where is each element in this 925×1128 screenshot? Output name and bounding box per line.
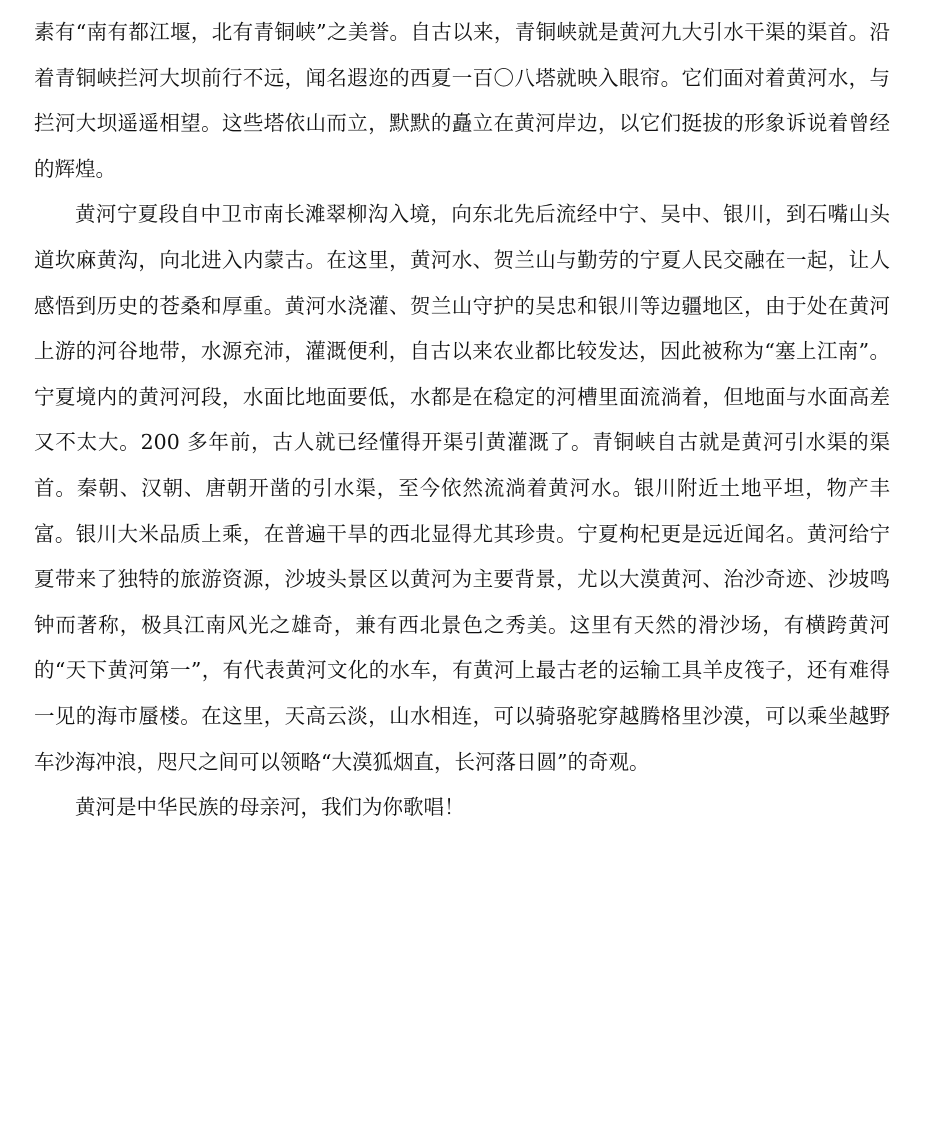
document-body xyxy=(34,10,890,831)
paragraph-2: 黄河宁夏段自中卫市南长滩翠柳沟入境，向东北先后流经中宁、吴中、银川，到石嘴山头道坎麻黄沟，向北进入内蒙古。在这里，黄河水、贺兰山与勤劳的宁夏人民交融在一起，让人感悟到历史的苍桑和厚重。黄河水浇灌、贺兰山守护的吴忠和银川等边疆地区，由于处在黄河上游的河谷地带，水源充沛，灌溉便利，自古以来农业都比较发达，因此被称为“塞上江南”。宁夏境内的黄河河段，水面比地面要低，水都是在稳定的河槽里面流淌着，但地面与水面高差又不太大。200 多年前，古人就已经懂得开渠引黄灌溉了。青铜峡自古就是黄河引水渠的渠首。秦朝、汉朝、唐朝开凿的引水渠，至今依然流淌着黄河水。银川附近土地平坦，物产丰富。银川大米品质上乘，在普遍干旱的西北显得尤其珍贵。宁夏枸杞更是远近闻名。黄河给宁夏带来了独特的旅游资源，沙坡头景区以黄河为主要背景，尤以大漠黄河、治沙奇迹、沙坡鸣钟而著称，极具江南风光之雄奇，兼有西北景色之秀美。这里有天然的滑沙场，有横跨黄河的“天下黄河第一”，有代表黄河文化的水车，有黄河上最古老的运输工具羊皮筏子，还有难得一见的海市蜃楼。在这里，天高云淡，山水相连，可以骑骆驼穿越腾格里沙漠，可以乘坐越野车沙海冲浪，咫尺之间可以领略“大漠狐烟直，长河落日圆”的奇观。 xyxy=(34,202,890,774)
paragraph-1: 素有“南有都江堰，北有青铜峡”之美誉。自古以来，青铜峡就是黄河九大引水干渠的渠首。沿着青铜峡拦河大坝前行不远，闻名遐迩的西夏一百〇八塔就映入眼帘。它们面对着黄河水，与拦河大坝遥遥相望。这些塔依山而立，默默的矗立在黄河岸边，以它们挺拔的形象诉说着曾经的辉煌。 xyxy=(34,20,890,181)
paragraph-3: 黄河是中华民族的母亲河，我们为你歌唱！ xyxy=(75,795,465,820)
